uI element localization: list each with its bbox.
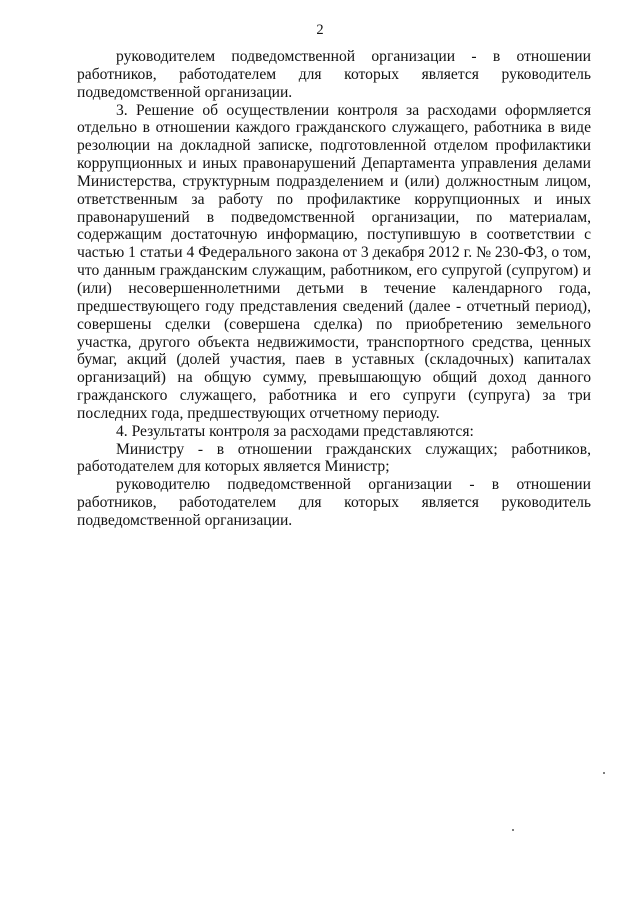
page-number: 2: [316, 22, 324, 38]
scan-speck: [512, 829, 514, 831]
paragraph-item-4: 4. Результаты контроля за расходами представляются:: [116, 422, 474, 440]
document-body: [77, 48, 591, 530]
paragraph-continuation: руководителем подведомственной организации - в отношении работников, работодателем для которых является руководитель подведомственной организации.: [77, 48, 591, 101]
paragraph-minister: Министру - в отношении гражданских служащих; работников, работодателем для которых является Министр;: [77, 440, 591, 476]
paragraph-head-of-organization: руководителю подведомственной организации - в отношении работников, работодателем для которых является руководитель подведомственной организации.: [77, 476, 591, 529]
paragraph-item-3: 3. Решение об осуществлении контроля за расходами оформляется отдельно в отношении каждого гражданского служащего, работника в виде резолюции на докладной записке, подготовленной отделом профилактики коррупционных и иных правонарушений Департамента управления делами Министерства, структурным подразделением и (или) должностным лицом, ответственным за работу по профилактике коррупционных и иных правонарушений в подведомственной организации, по материалам, содержащим достаточную информацию, поступившую в соответствии с частью 1 статьи 4 Федерального закона от 3 декабря 2012 г. № 230-ФЗ, о том, что данным гражданским служащим, работником, его супругой (супругом) и (или) несовершеннолетними детьми в течение календарного года, предшествующего году представления сведений (далее - отчетный период), совершены сделки (совершена сделка) по приобретению земельного участка, другого объекта недвижимости, транспортного средства, ценных бумаг, акций (долей участия, паев в уставных (складочных) капиталах организаций) на общую сумму, превышающую общий доход данного гражданского служащего, работника и его супруги (супруга) за три последних года, предшествующих отчетному периоду.: [77, 101, 591, 422]
scan-speck: [603, 772, 605, 774]
